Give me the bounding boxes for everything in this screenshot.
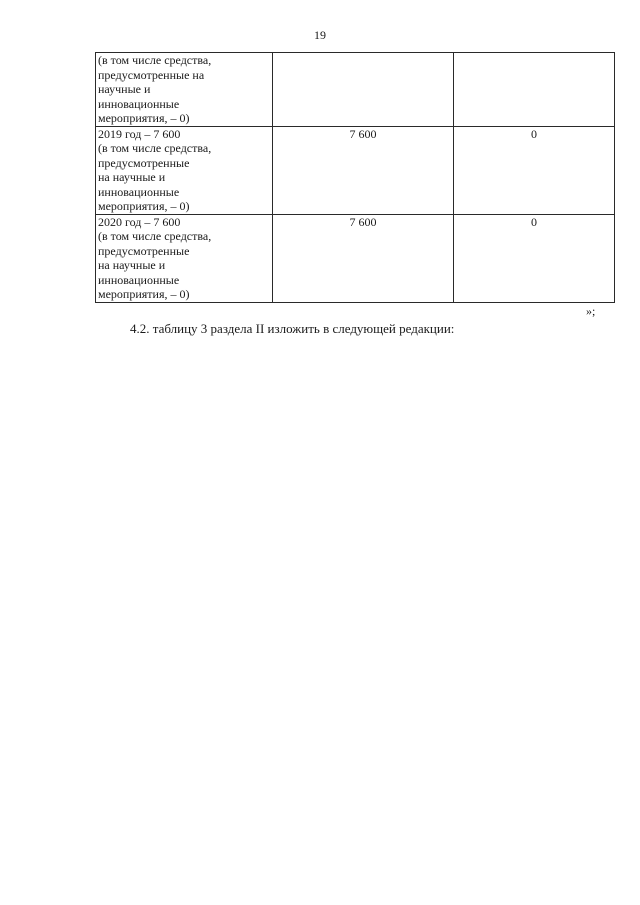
budget-table	[95, 52, 615, 303]
closing-quote-mark: »;	[586, 304, 596, 318]
table-cell-text: (в том числе средства, предусмотренные на научные и инновационные мероприятия, – 0)	[96, 53, 273, 127]
table-cell-value	[454, 53, 615, 127]
table-cell-value: 0	[454, 214, 615, 302]
table-cell-text: 2019 год – 7 600 (в том числе средства, предусмотренные на научные и инновационные мероприятия, – 0)	[96, 126, 273, 214]
table-row	[96, 126, 615, 214]
table-cell-text: 2020 год – 7 600 (в том числе средства, предусмотренные на научные и инновационные мероприятия, – 0)	[96, 214, 273, 302]
table-cell-value	[273, 53, 454, 127]
table-cell-value: 0	[454, 126, 615, 214]
page-number: 19	[314, 28, 326, 42]
table-cell-value: 7 600	[273, 214, 454, 302]
table-row	[96, 53, 615, 127]
table-cell-value: 7 600	[273, 126, 454, 214]
instruction-paragraph: 4.2. таблицу 3 раздела II изложить в следующей редакции:	[130, 321, 455, 336]
table-row	[96, 214, 615, 302]
